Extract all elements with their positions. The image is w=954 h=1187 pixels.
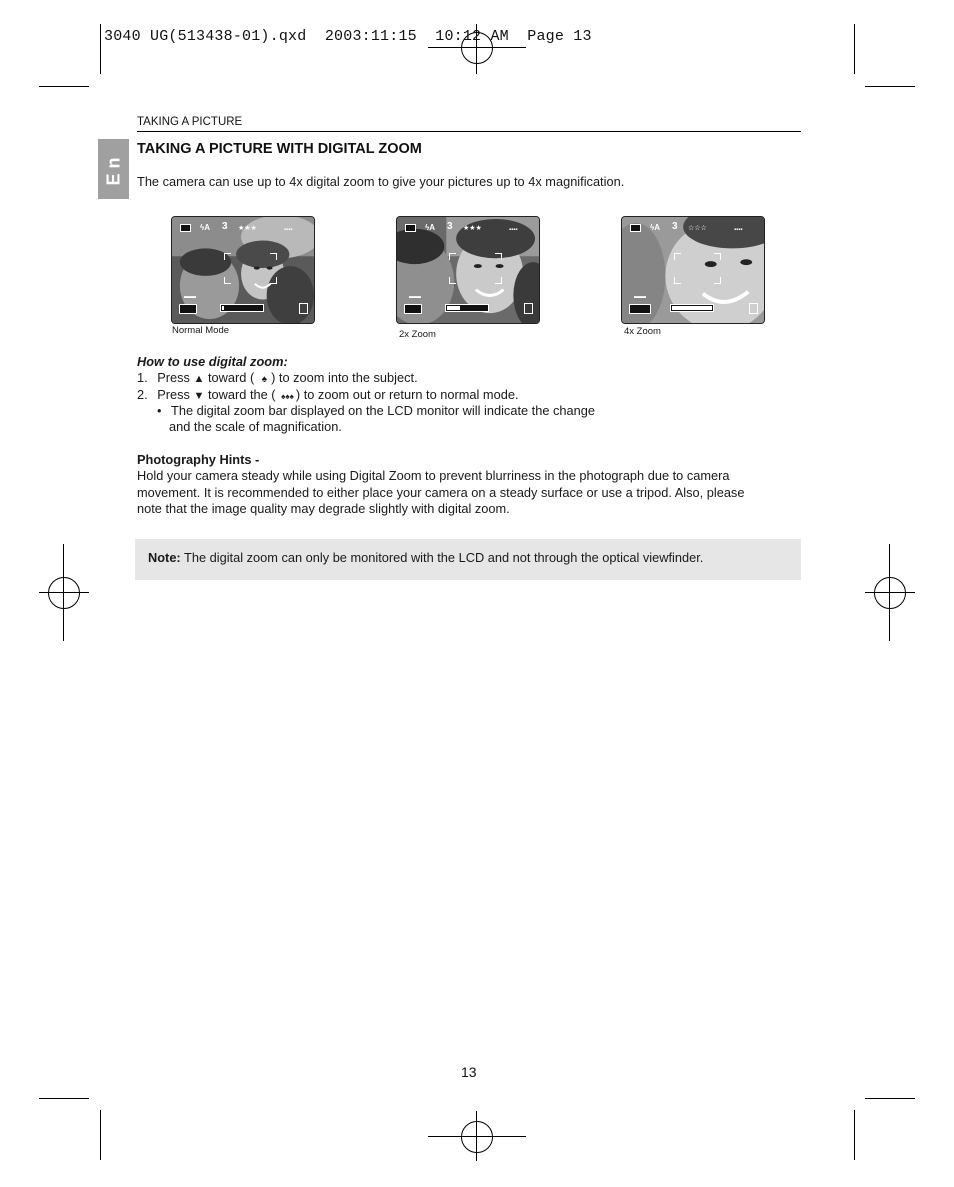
zoom-bar [445, 304, 489, 312]
note-label: Note: [148, 550, 181, 565]
camera-mode-icon [630, 224, 641, 232]
memory-card-icon [299, 303, 308, 314]
print-slug: 3040 UG(513438-01).qxd 2003:11:15 10:12 AM Page 13 [104, 28, 592, 45]
section-label: TAKING A PICTURE [137, 116, 243, 128]
flash-auto-icon: ϟA [200, 223, 211, 232]
language-tab: En [98, 139, 129, 199]
zoom-bar-fill [672, 306, 712, 310]
focus-bracket-icon [714, 277, 721, 284]
crop-mark [865, 86, 915, 87]
focus-bracket-icon [495, 253, 502, 260]
camera-mode-icon [180, 224, 191, 232]
lcd-screen-4x [621, 216, 765, 324]
white-balance-icon: ▬▬ [184, 294, 196, 300]
resolution-icon: 3 [447, 221, 453, 232]
shot-counter-icon: ▪▪▪▪ [734, 227, 743, 233]
hints-line-1: Hold your camera steady while using Digital Zoom to prevent blurriness in the photograph due to camera [137, 468, 730, 483]
quality-icon: ★★★ [463, 225, 482, 232]
focus-bracket-icon [495, 277, 502, 284]
focus-bracket-icon [270, 277, 277, 284]
bullet-icon: • [157, 403, 162, 418]
shot-counter-icon: ▪▪▪▪ [509, 227, 518, 233]
crop-mark [100, 24, 101, 74]
header-rule [137, 131, 801, 132]
note-box [135, 539, 801, 580]
white-balance-icon: ▬▬ [409, 294, 421, 300]
shot-counter-icon: ▪▪▪▪ [284, 227, 293, 233]
zoom-bar [670, 304, 714, 312]
up-arrow-icon: ▲ [193, 373, 205, 385]
resolution-icon: 3 [222, 221, 228, 232]
howto-step-1: 1. Press ▲ toward ( ♠ ) to zoom into the subject. [137, 370, 418, 389]
quality-icon: ☆☆☆ [688, 225, 707, 232]
caption-2x-zoom: 2x Zoom [399, 329, 436, 340]
battery-icon [629, 304, 651, 314]
focus-bracket-icon [714, 253, 721, 260]
crop-mark [39, 1098, 89, 1099]
quality-icon: ★★★ [238, 225, 257, 232]
focus-bracket-icon [674, 277, 681, 284]
caption-normal-mode: Normal Mode [172, 325, 230, 336]
caption-4x-zoom: 4x Zoom [624, 326, 661, 337]
wide-icon: ♠♠♠ [281, 392, 294, 401]
howto-bullet-cont: and the scale of magnification. [169, 419, 342, 434]
focus-bracket-icon [449, 277, 456, 284]
howto-bullet: • The digital zoom bar displayed on the LCD monitor will indicate the change [157, 403, 596, 418]
battery-icon [404, 304, 422, 314]
lcd-screen-normal [171, 216, 315, 324]
crop-mark [854, 24, 855, 74]
memory-card-icon [749, 303, 758, 314]
zoom-bar [220, 304, 264, 312]
zoom-bar-fill [447, 306, 460, 310]
focus-bracket-icon [449, 253, 456, 260]
down-arrow-icon: ▼ [193, 390, 205, 402]
zoom-bar-fill [222, 306, 224, 310]
white-balance-icon: ▬▬ [634, 294, 646, 300]
focus-bracket-icon [224, 277, 231, 284]
focus-bracket-icon [270, 253, 277, 260]
howto-title: How to use digital zoom: [137, 354, 288, 369]
intro-text: The camera can use up to 4x digital zoom to give your pictures up to 4x magnification. [137, 174, 625, 189]
battery-icon [179, 304, 197, 314]
crop-mark [854, 1110, 855, 1160]
hints-line-3: note that the image quality may degrade slightly with digital zoom. [137, 501, 510, 516]
page-number: 13 [461, 1064, 477, 1080]
howto-step-2: 2. Press ▼ toward the ( ♠♠♠ ) to zoom out or return to normal mode. [137, 387, 519, 406]
flash-auto-icon: ϟA [425, 223, 436, 232]
lcd-screen-2x [396, 216, 540, 324]
focus-bracket-icon [674, 253, 681, 260]
focus-bracket-icon [224, 253, 231, 260]
hints-title: Photography Hints - [137, 452, 260, 467]
tele-icon: ♠ [261, 374, 268, 385]
resolution-icon: 3 [672, 221, 678, 232]
memory-card-icon [524, 303, 533, 314]
hints-line-2: movement. It is recommended to either place your camera on a steady surface or use a tripod. Also, please [137, 485, 745, 500]
crop-mark [865, 1098, 915, 1099]
flash-auto-icon: ϟA [650, 223, 661, 232]
crop-mark [100, 1110, 101, 1160]
page-heading: TAKING A PICTURE WITH DIGITAL ZOOM [137, 141, 422, 157]
camera-mode-icon [405, 224, 416, 232]
crop-mark [39, 86, 89, 87]
note-text: Note: The digital zoom can only be monitored with the LCD and not through the optical viewfinder. [148, 550, 704, 565]
